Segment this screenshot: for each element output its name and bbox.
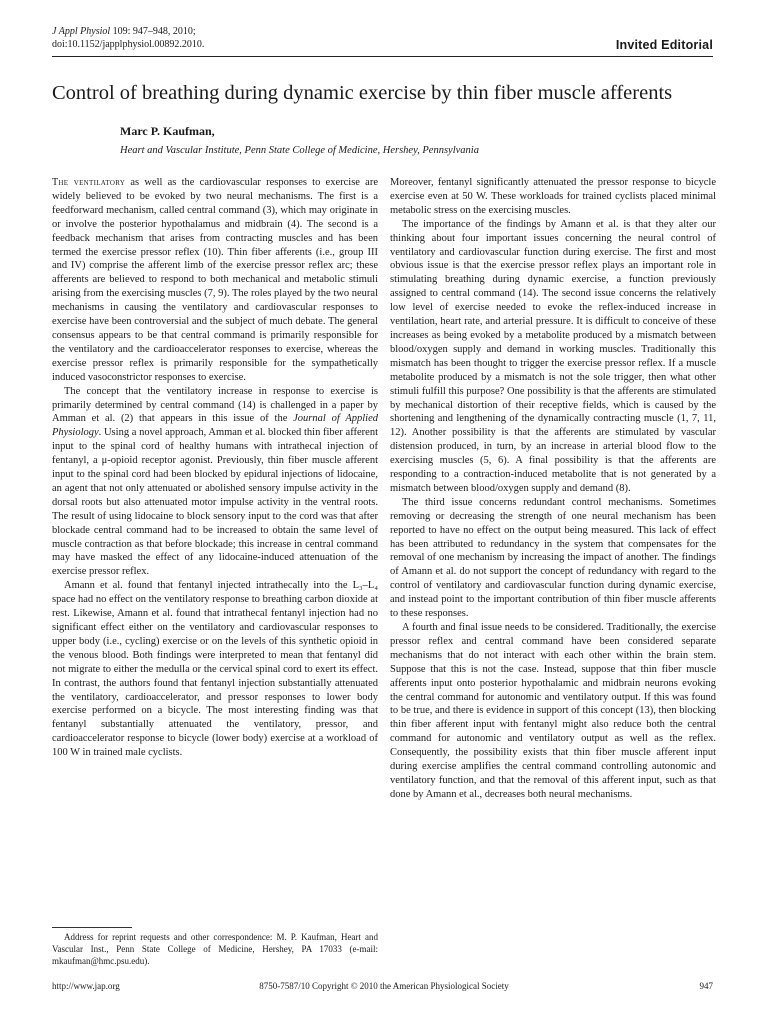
- paragraph-6: The third issue concerns redundant control mechanisms. Sometimes removing or decreasing the strength of one neural mechanism has been reported to have no effect on the output being measured. This lack of effect has been attributed to redundancy in the system that compensates for the removal of one mechanism by increasing the impact of another. The findings of Amann et al. do not support the concept of redundancy with regard to the control of ventilatory and cardiovascular function during dynamic exercise, and instead point to the important contribution of thin fiber muscle afferents to these responses.: [390, 496, 716, 620]
- volume-pages: 109: 947–948, 2010;: [110, 26, 196, 37]
- page-number: 947: [699, 981, 713, 991]
- journal-citation: [52, 25, 204, 51]
- paragraph-7: A fourth and final issue needs to be considered. Traditionally, the exercise pressor reflex and central command have been considered separate mechanisms that do not interact with each other within the brain stem. Suppose that this is not the case. Instead, suppose that thin fiber muscle afferents input onto posterior hypothalamic and midbrain neurons evoking the central command for autonomic and ventilatory output. If this was found to be true, and there is evidence in support of this concept (13), then blocking thin fiber afferent input with fentanyl might also reduce both the central command for autonomic and ventilatory output as well as the reflex. Consequently, the possibility exists that thin fiber muscle afferent input during exercise amplifies the central command controlling autonomic and ventilatory function, and that the removal of this afferent input, such as that done by Amann et al., decreases both neural mechanisms.: [390, 622, 716, 800]
- doi[interactable]: doi:10.1152/japplphysiol.00892.2010.: [52, 39, 205, 50]
- paragraph-2-text-a: The concept that the ventilatory increase in response to exercise is primarily determined by central command (14) is challenged in a paper by Amman et al. (2) that appears in this issue of the: [52, 385, 378, 425]
- paragraph-4: Moreover, fentanyl significantly attenuated the pressor response to bicycle exercise even at 50 W. These workloads for trained cyclists placed minimal metabolic stress on the exercising muscles.: [390, 177, 716, 216]
- paragraph-5: The importance of the findings by Amann et al. is that they alter our thinking about four important issues concerning the neural control of ventilatory and cardiovascular function during exercise. The first and most obvious issue is that the exercise pressor reflex plays an important role in stimulating breathing during dynamic exercise, a function previously assigned to central command (14). The second issue concerns the relatively low level of exercise needed to evoke the reflex-induced increase in ventilation, heart rate, and arterial pressure. It is difficult to conceive of these increases as being evoked by a metabolite produced by a mismatch between blood/oxygen supply and demand in working muscles. Traditionally this mismatch has been thought to trigger the exercise pressor reflex. If a muscle metabolite produced by a mismatch is not the sole trigger, then what other stimuli fulfill this purpose? One possibility is that the afferents are stimulated by mechanical distortion of their receptive fields, which is caused by the shortening and lengthening of the dynamically contracting muscle (1, 7, 11, 12). Another possibility is that the afferents are stimulated by vascular distension produced, in turn, by an increase in arterial blood flow to the exercising muscles (5, 6). A final possibility is that the afferents are responding to a contraction-induced metabolite that is not generated by a mismatch between blood/oxygen supply and demand (8).: [390, 218, 716, 494]
- journal-url[interactable]: http://www.jap.org: [52, 981, 120, 991]
- lead-in-caps: The ventilatory: [52, 177, 126, 188]
- paragraph-3: Amann et al. found that fentanyl injected intrathecally into the L₃–L₄ space had no effect on the ventilatory response to breathing carbon dioxide at rest. Likewise, Amann et al. found that intrathecal fentanyl injection had no significant effect either on the ventilatory and cardiovascular responses to upper body (i.e., cycling) exercise or on the levels of this synthetic opioid in the venous blood. Both findings were interpreted to mean that fentanyl did not migrate to either the medulla or the cervical spinal cord to exert its effect. In contrast, the authors found that fentanyl injection substantially attenuated the ventilatory, cardioaccelerator, and pressor responses to lower body exercise performed on a bicycle. The most interesting finding was that fentanyl substantially attenuated the ventilatory, pressor, and cardioaccelerator response to bicycle (lower body) exercise at a workload of 100 W in trained male cyclists.: [52, 580, 378, 759]
- right-column: [390, 176, 716, 802]
- article-title: Control of breathing during dynamic exercise by thin fiber muscle afferents: [52, 82, 673, 104]
- author-name: Marc P. Kaufman,: [120, 124, 215, 138]
- paragraph-1-text: as well as the cardiovascular responses to exercise are widely believed to be evoked by two neural mechanisms. The first is a feedforward mechanism, called central command (3), which may originate in or involve the posterior hypothalamus and midbrain (4). The second is a feedback mechanism that arises from contracting muscles and has been termed the exercise pressor reflex (10). Thin fiber afferents (i.e., group III and IV) comprise the afferent limb of the exercise pressor reflex arc; these afferents are believed to respond to both mechanical and metabolic stimuli arising from the exercising muscles (7, 9). The roles played by the two neural mechanisms in causing the ventilatory and cardiovascular responses to exercise have been controversial and the subject of much debate. The general consensus appears to be that central command is primarily responsible for the ventilatory and the cardioaccelerator responses to exercise, whereas the exercise pressor reflex is primarily responsible for the sympathetically induced vasoconstrictor responses to exercise.: [52, 177, 378, 383]
- copyright-line: 8750-7587/10 Copyright © 2010 the American Physiological Society: [259, 981, 509, 991]
- left-column: [52, 176, 378, 760]
- journal-reference: Journal of Applied Physiology: [52, 413, 378, 439]
- author-affiliation: Heart and Vascular Institute, Penn State College of Medicine, Hershey, Pennsylvania: [120, 145, 479, 156]
- header-divider: [52, 56, 713, 57]
- paragraph-2: [52, 385, 378, 580]
- paragraph-2-text-b: . Using a novel approach, Amman et al. blocked thin fiber afferent input to the spinal cord of healthy humans with intrathecal injection of fentanyl, a μ-opioid receptor agonist. Previously, thin fiber muscle afferent input to the spinal cord had been blocked by epidural injections of lidocaine, an agent that not only attenuated or abolished sensory impulse activity in the dorsal roots but also attenuated motor impulse activity in the ventral roots. The result of using lidocaine to block sensory input to the cord was that after blockade central command had to be increased to obtain the same level of muscle contraction as that before blockade; this increase in central command may have masked the effect of any lidocaine-induced attenuation of the exercise pressor reflex.: [52, 427, 378, 578]
- correspondence-footnote: Address for reprint requests and other correspondence: M. P. Kaufman, Heart and Vascular Inst., Penn State College of Medicine, Hershey, PA 17033 (e-mail: mkaufman@hmc.psu.edu).: [52, 932, 378, 966]
- footnote-divider: [52, 927, 132, 928]
- journal-name: J Appl Physiol: [52, 26, 111, 37]
- paragraph-1: [52, 176, 378, 385]
- section-label: Invited Editorial: [615, 38, 713, 52]
